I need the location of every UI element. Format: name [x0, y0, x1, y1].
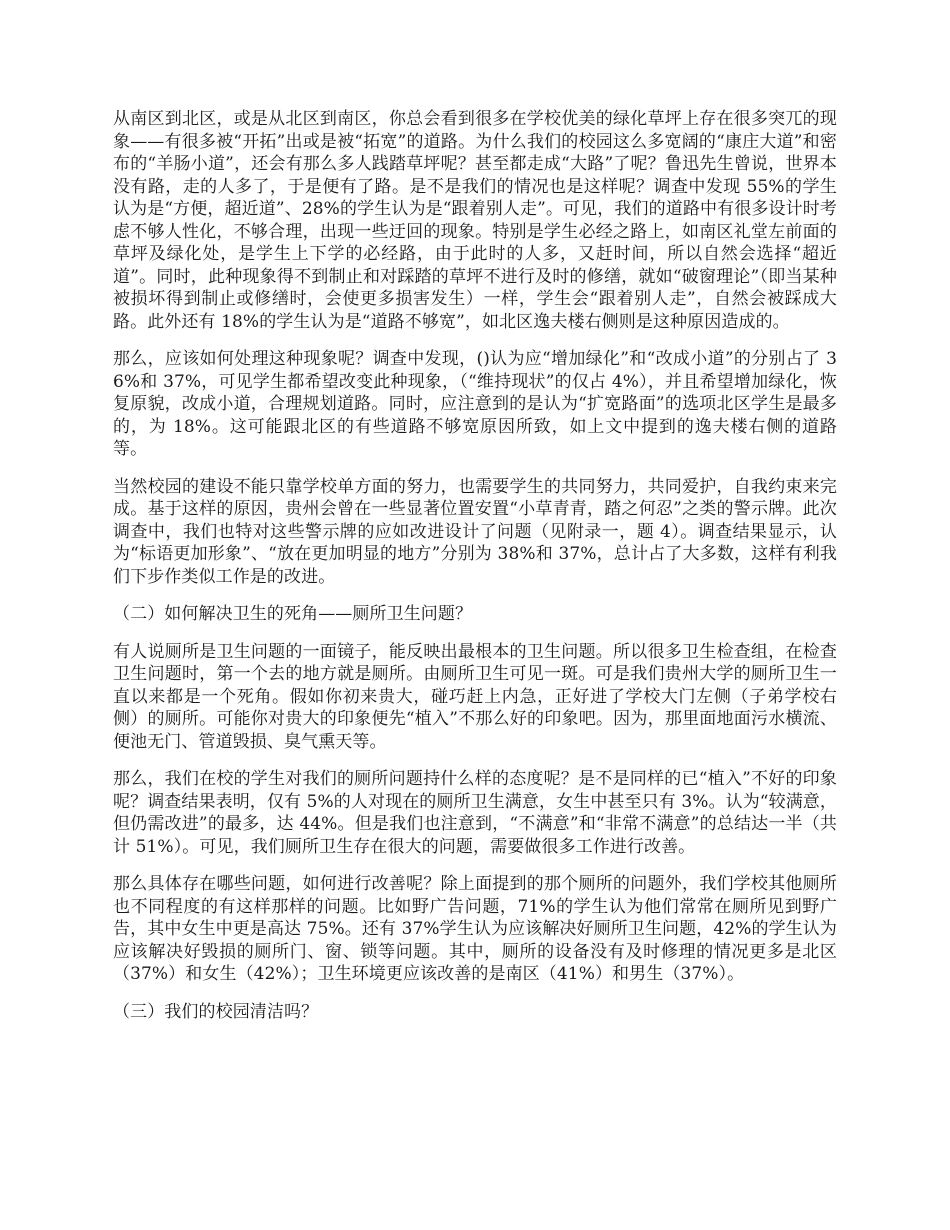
paragraph-lawn-paths: 从南区到北区，或是从北区到南区，你总会看到很多在学校优美的绿化草坪上存在很多突兀的现象——有很多被“开拓”出或是被“拓宽”的道路。为什么我们的校园这么多宽阔的“康庄大道”和密布的“羊肠小道”，还会有那么多人践踏草坪呢？甚至都走成“大路”了呢？鲁迅先生曾说，世界本没有路，走的人多了，于是便有了路。是不是我们的情况也是这样呢？调查中发现 55%的学生认为是“方便，超近道”、28%的学生认为是“跟着别人走”。可见，我们的道路中有很多设计时考虑不够人性化，不够合理，出现一些迂回的现象。特别是学生必经之路上，如南区礼堂左前面的草坪及绿化处，是学生上下学的必经路，由于此时的人多，又赶时间，所以自然会选择“超近道”。同时，此种现象得不到制止和对踩踏的草坪不进行及时的修缮，就如“破窗理论”（即当某种被损坏得到制止或修缮时，会使更多损害发生）一样，学生会“跟着别人走”，自然会被踩成大路。此外还有 18%的学生认为是“道路不够宽”，如北区逸夫楼右侧则是这种原因造成的。: [113, 109, 837, 332]
document-page: [113, 108, 837, 1038]
paragraph-toilet-attitude: 那么，我们在校的学生对我们的厕所问题持什么样的态度呢？是不是同样的已“植入”不好的印象呢？调查结果表明，仅有 5%的人对现在的厕所卫生满意，女生中甚至只有 3%。认为“较满意，但仍需改进”的最多，达 44%。但是我们也注意到，“不满意”和“非常不满意”的总结达一半（共计 51%）。可见，我们厕所卫生存在很大的问题，需要做很多工作进行改善。: [113, 769, 837, 857]
section-heading-campus-clean: （三）我们的校园清洁吗？: [113, 1001, 319, 1022]
paragraph-toilet-intro: 有人说厕所是卫生问题的一面镜子，能反映出最根本的卫生问题。所以很多卫生检查组，在检查卫生问题时，第一个去的地方就是厕所。由厕所卫生可见一斑。可是我们贵州大学的厕所卫生一直以来都是一个死角。假如你初来贵大，碰巧赶上内急，正好进了学校大门左侧（子弟学校右侧）的厕所。可能你对贵大的印象便先“植入”不那么好的印象吧。因为，那里面地面污水横流、便池无门、管道毁损、臭气熏天等。: [113, 641, 837, 752]
paragraph-lawn-solutions: 那么，应该如何处理这种现象呢？调查中发现，()认为应“增加绿化”和“改成小道”的分别占了 36%和 37%，可见学生都希望改变此种现象，（“维持现状”的仅占 4%），并且希望增加绿化，恢复原貌，改成小道，合理规划道路。同时，应注意到的是认为“扩宽路面”的选项北区学生是最多的，为 18%。这可能跟北区的有些道路不够宽原因所致，如上文中提到的逸夫楼右侧的道路等。: [113, 349, 837, 459]
paragraph-warning-signs: 当然校园的建设不能只靠学校单方面的努力，也需要学生的共同努力，共同爱护，自我约束来完成。基于这样的原因，贵州会曾在一些显著位置安置“小草青青，踏之何忍”之类的警示牌。此次调查中，我们也特对这些警示牌的应如改进设计了问题（见附录一，题 4）。调查结果显示，认为“标语更加形象”、“放在更加明显的地方”分别为 38%和 37%，总计占了大多数，这样有利我们下步作类似工作是的改进。: [113, 476, 837, 587]
section-heading-toilets: （二）如何解决卫生的死角——厕所卫生问题？: [113, 604, 473, 624]
paragraph-toilet-problems: 那么具体存在哪些问题，如何进行改善呢？除上面提到的那个厕所的问题外，我们学校其他厕所也不同程度的有这样那样的问题。比如野广告问题，71%的学生认为他们常常在厕所见到野广告，其中女生中更是高达 75%。还有 37%学生认为应该解决好厕所卫生问题，42%的学生认为应该解决好毁损的厕所门、窗、锁等问题。其中，厕所的设备没有及时修理的情况更多是北区（37%）和女生（42%）；卫生环境更应该改善的是南区（41%）和男生（37%）。: [113, 874, 837, 984]
